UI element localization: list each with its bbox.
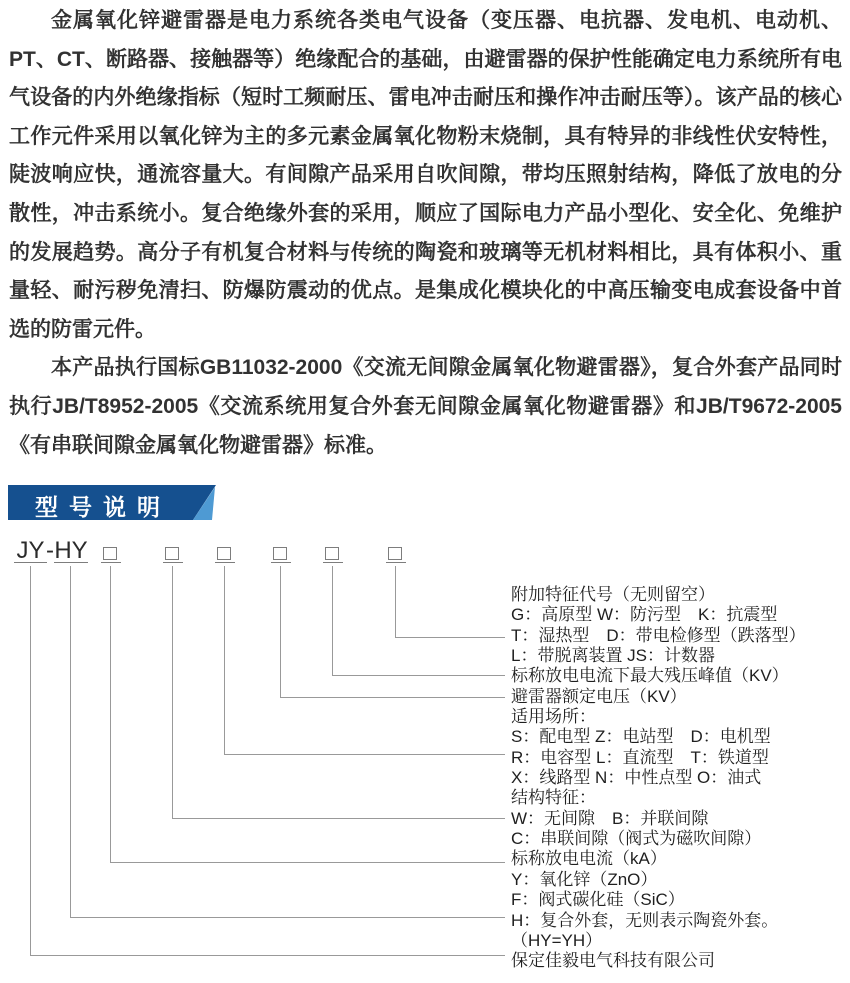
underline-box-4 (271, 562, 291, 563)
model-placeholder-box-3 (217, 547, 231, 560)
diagram-label: F：阀式碳化硅（SiC） (511, 890, 685, 910)
section-title: 型号说明 (35, 494, 171, 520)
connector-from-box-2 (173, 566, 506, 819)
connector-from-jy (31, 566, 506, 956)
diagram-label: X：线路型 N：中性点型 O：油式 (511, 768, 762, 788)
section-banner (0, 484, 240, 524)
underline-box-2 (163, 562, 183, 563)
model-annotations (511, 585, 849, 972)
connector-from-box-4 (281, 566, 506, 698)
diagram-label: 标称放电电流（kA） (511, 849, 667, 869)
underline-box-3 (215, 562, 235, 563)
diagram-label: 附加特征代号（无则留空） (511, 585, 715, 604)
diagram-label: G：高原型 W：防污型 K：抗震型 (511, 605, 778, 625)
diagram-label: 保定佳毅电气科技有限公司 (511, 951, 715, 971)
diagram-label: Y：氧化锌（ZnO） (511, 869, 658, 889)
connector-from-hy (71, 566, 506, 918)
connector-from-box-3 (225, 566, 506, 755)
model-placeholder-box-6 (388, 547, 402, 560)
diagram-label: 标称放电电流下最大残压峰值（KV） (511, 666, 789, 686)
model-placeholder-box-1 (103, 547, 117, 560)
intro-paragraph-1: 金属氧化锌避雷器是电力系统各类电气设备（变压器、电抗器、发电机、电动机、PT、CT、断路器、接触器等）绝缘配合的基础，由避雷器的保护性能确定电力系统所有电气设备的内外绝缘指标（短时工频耐压、雷电冲击耐压和操作冲击耐压等）。该产品的核心工作元件采用以氧化锌为主的多元素金属氧化物粉末烧制，具有特异的非线性伏安特性，陡波响应快，通流容量大。有间隙产品采用自吹间隙，带均压照射结构，降低了放电的分散性，冲击系统小。复合绝缘外套的采用，顺应了国际电力产品小型化、安全化、免维护的发展趋势。高分子有机复合材料与传统的陶瓷和玻璃等无机材料相比，具有体积小、重量轻、耐污秽免清扫、防爆防震动的优点。是集成化模块化的中高压输变电成套设备中首选的防雷元件。 (9, 9, 842, 341)
diagram-label: 适用场所： (511, 707, 596, 727)
diagram-label: T：湿热型 D：带电检修型（跌落型） (511, 625, 806, 645)
model-prefix-separator: - (46, 537, 54, 564)
diagram-label: R：电容型 L：直流型 T：铁道型 (511, 747, 769, 767)
connector-from-box-5 (333, 566, 506, 676)
model-placeholder-box-4 (273, 547, 287, 560)
diagram-label: W：无间隙 B：并联间隙 (511, 808, 709, 828)
model-placeholder-box-5 (325, 547, 339, 560)
underline-box-6 (386, 562, 406, 563)
diagram-label: S：配电型 Z：电站型 D：电机型 (511, 727, 771, 747)
diagram-label: C：串联间隙（阀式为磁吹间隙） (511, 829, 762, 849)
underline-jy (14, 562, 47, 563)
model-placeholder-box-2 (165, 547, 179, 560)
diagram-label: 避雷器额定电压（KV） (511, 686, 687, 706)
intro-paragraph-2: 本产品执行国标GB11032-2000《交流无间隙金属氧化物避雷器》，复合外套产品同时执行JB/T8952-2005《交流系统用复合外套无间隙金属氧化物避雷器》和JB/T9672-2005《有串联间隙金属氧化物避雷器》标准。 (9, 356, 842, 457)
intro-text (9, 2, 842, 480)
diagram-label: 结构特征： (511, 788, 596, 808)
model-prefix-hy: HY (54, 537, 88, 564)
diagram-label: L：带脱离装置 JS：计数器 (511, 646, 716, 666)
connector-from-box-6 (396, 566, 506, 638)
connector-from-box-1 (111, 566, 506, 863)
diagram-label: H：复合外套，无则表示陶瓷外套。 (511, 910, 779, 930)
underline-box-5 (323, 562, 343, 563)
model-prefix-jy: JY (16, 537, 45, 564)
underline-box-1 (101, 562, 121, 563)
diagram-label: （HY=YH） (511, 930, 603, 950)
underline-hy (54, 562, 88, 563)
